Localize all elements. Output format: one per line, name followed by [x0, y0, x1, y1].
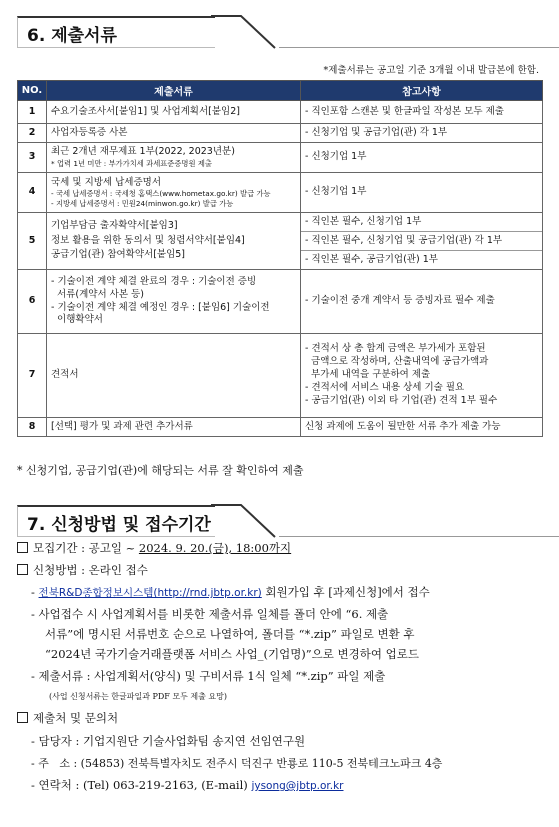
ref-line: - 견적서에 서비스 내용 상세 기술 필요 [305, 381, 465, 393]
method-item: - 제출서류 : 사업계획서(양식) 및 구비서류 1식 일체 “*.zip” 파일 제출 [31, 669, 386, 683]
contact-line [17, 710, 118, 726]
contact-title: 제출처 및 문의처 [33, 711, 119, 725]
header-doc: 제출서류 [47, 81, 301, 101]
doc-sub: - 지방세 납세증명서 : 민원24(minwon.go.kr) 발급 가능 [51, 198, 234, 208]
method-text: 신청방법 : 온라인 접수 [33, 563, 148, 577]
footnote: * 신청기업, 공급기업(관)에 해당되는 서류 잘 확인하여 제출 [17, 464, 304, 477]
section-header-rule [279, 47, 559, 48]
method-item: - 사업접수 시 사업계획서를 비롯한 제출서류 일체를 폴더 안에 “6. 제출 [31, 607, 389, 621]
row-no: 4 [18, 173, 47, 213]
table-row [18, 101, 543, 124]
doc-line: 기업부담금 출자확약서[붙임3] [51, 219, 178, 231]
bullet-dash: - [31, 585, 39, 599]
section-title: 7. 신청방법 및 접수기간 [27, 515, 211, 535]
doc-sub: * 업력 1년 미만 : 부가가치세 과세표준증명원 제출 [51, 159, 212, 169]
row-no: 6 [18, 270, 47, 334]
row-ref: - 신청기업 및 공급기업(관) 각 1부 [301, 124, 543, 143]
method-note: (사업 신청서류는 한글파일과 PDF 모두 제출 요망) [49, 692, 227, 701]
section-6-header [17, 16, 279, 48]
header-no: NO. [18, 81, 47, 101]
ref-line: - 직인본 필수, 신청기업 1부 [301, 213, 542, 232]
row-no: 3 [18, 143, 47, 173]
table-row [18, 270, 543, 334]
checkbox-icon [17, 712, 28, 723]
row-no: 2 [18, 124, 47, 143]
row-doc: 수요기술조사서[붙임1] 및 사업계획서[붙임2] [47, 101, 301, 124]
period-value: 2024. 9. 20.(금), 18:00까지 [138, 541, 292, 555]
section-header-rule [279, 536, 559, 537]
row-ref: 신청 과제에 도움이 될만한 서류 추가 제출 가능 [301, 418, 543, 437]
row-ref: - 기술이전 중개 계약서 등 증빙자료 필수 제출 [301, 270, 543, 334]
period-line [17, 540, 291, 556]
ref-line: - 직인본 필수, 신청기업 및 공급기업(관) 각 1부 [301, 232, 542, 251]
method-item-cont: “2024년 국가기술거래플랫폼 서비스 사업_(기업명)”으로 변경하여 업로드 [45, 647, 419, 661]
contact-phone [31, 777, 344, 793]
row-doc: [선택] 평가 및 과제 관련 추가서류 [47, 418, 301, 437]
table-row [18, 124, 543, 143]
section-title: 6. 제출서류 [27, 26, 117, 46]
table-header-row [18, 81, 543, 101]
doc-line: 서류(계약서 사본 등) [51, 288, 144, 300]
row-ref [301, 213, 543, 270]
ref-line: - 공급기업(관) 이외 타 기업(관) 견적 1부 필수 [305, 394, 498, 406]
row-doc: 사업자등록증 사본 [47, 124, 301, 143]
method-line [17, 562, 148, 578]
submission-note: *제출서류는 공고일 기준 3개월 이내 발급본에 한함. [323, 65, 539, 76]
email-link[interactable]: jysong@jbtp.or.kr [251, 780, 344, 792]
doc-line: 이행확약서 [51, 314, 103, 326]
section-header-slant [211, 14, 281, 50]
row-ref: - 신청기업 1부 [301, 143, 543, 173]
method-item-cont: 서류”에 명시된 서류번호 순으로 나열하여, 폴더를 “*.zip” 파일로 변환 후 [45, 627, 415, 641]
row-no: 5 [18, 213, 47, 270]
row-doc: 견적서 [47, 334, 301, 418]
ref-line: - 직인본 필수, 공급기업(관) 1부 [305, 254, 438, 265]
row-ref [301, 334, 543, 418]
section-7-header [17, 505, 279, 537]
ref-line: - 견적서 상 총 합계 금액은 부가세가 포함된 [305, 343, 486, 355]
documents-table [17, 80, 543, 437]
row-doc [47, 143, 301, 173]
row-doc [47, 173, 301, 213]
doc-line: 공급기업(관) 참여확약서[붙임5] [51, 249, 186, 261]
row-no: 7 [18, 334, 47, 418]
doc-main: 국세 및 지방세 납세증명서 [51, 176, 162, 188]
doc-sub: - 국세 납세증명서 : 국세청 홈택스(www.hometax.go.kr) 발급 가능 [51, 189, 271, 199]
contact-address: - 주 소 : (54853) 전북특별자치도 전주시 덕진구 반룡로 110-5 전북테크노파크 4층 [31, 757, 443, 770]
table-row [18, 418, 543, 437]
contact-phone-text: - 연락처 : (Tel) 063-219-2163, (E-mail) [31, 778, 252, 792]
method-item [31, 584, 430, 600]
checkbox-icon [17, 542, 28, 553]
table-row [18, 173, 543, 213]
period-label: 모집기간 : 공고일 ~ [33, 541, 139, 555]
table-row [18, 143, 543, 173]
doc-main: 최근 2개년 재무제표 1부(2022, 2023년분) [51, 146, 235, 158]
row-ref: - 직인포함 스캔본 및 한글파일 작성본 모두 제출 [301, 101, 543, 124]
row-ref: - 신청기업 1부 [301, 173, 543, 213]
doc-line: 정보 활용을 위한 동의서 및 청렴서약서[붙임4] [51, 234, 245, 246]
row-no: 1 [18, 101, 47, 124]
table-row [18, 334, 543, 418]
row-doc [47, 213, 301, 270]
doc-line: - 기술이전 계약 체결 완료의 경우 : 기술이전 증빙 [51, 275, 257, 287]
row-no: 8 [18, 418, 47, 437]
system-link[interactable]: 전북R&D종합정보시스템(http://rnd.jbtp.or.kr) [38, 587, 262, 599]
section-header-slant [211, 503, 281, 539]
header-ref: 참고사항 [301, 81, 543, 101]
ref-line: 부가세 내역을 구분하여 제출 [305, 369, 431, 381]
doc-line: - 기술이전 계약 체결 예정인 경우 : [붙임6] 기술이전 [51, 301, 270, 313]
contact-person: - 담당자 : 기업지원단 기술사업화팀 송지연 선임연구원 [31, 734, 306, 748]
checkbox-icon [17, 564, 28, 575]
method-item-text: 회원가입 후 [과제신청]에서 접수 [261, 585, 430, 599]
row-doc [47, 270, 301, 334]
table-row [18, 213, 543, 270]
ref-line: 금액으로 작성하며, 산출내역에 공급가액과 [305, 356, 489, 368]
